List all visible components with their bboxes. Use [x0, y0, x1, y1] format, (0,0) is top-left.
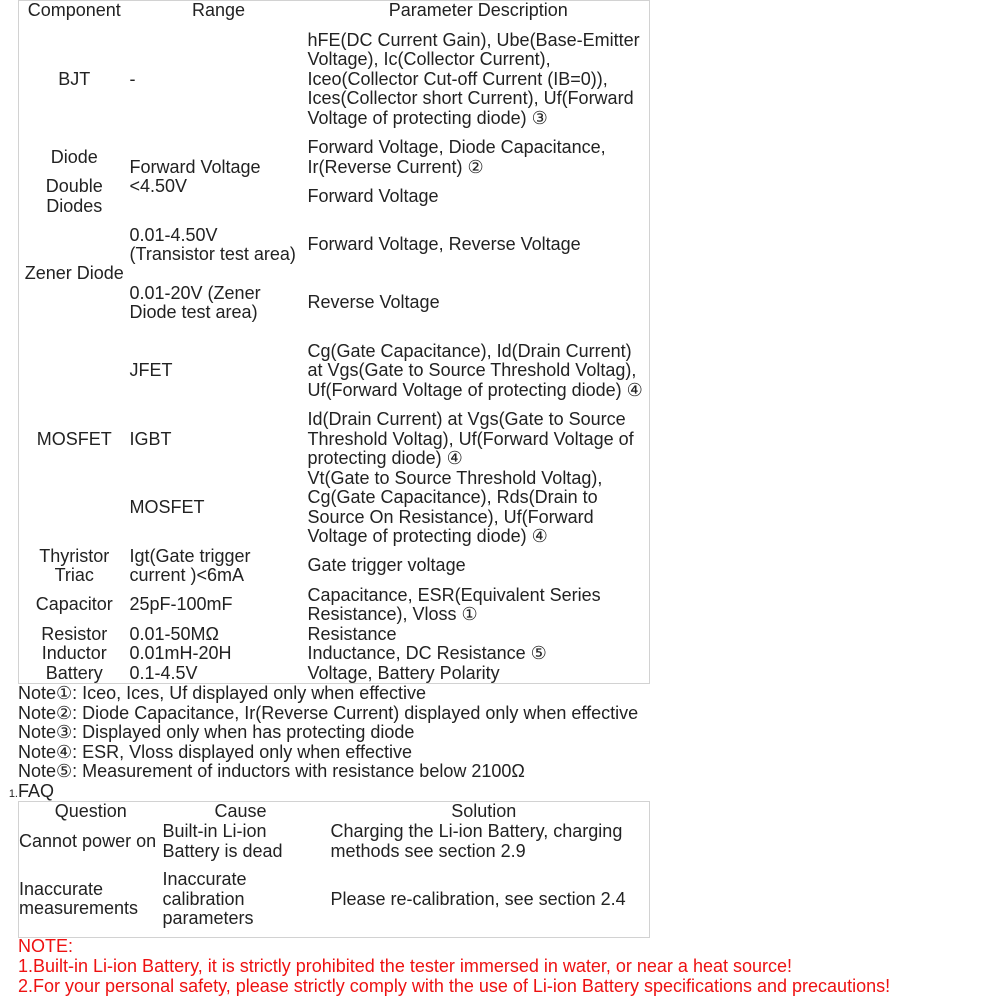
resistor-range: 0.01-50MΩ	[129, 623, 219, 644]
safety-warning	[18, 937, 890, 997]
row-bjt	[19, 21, 650, 138]
warning-title: NOTE:	[18, 936, 74, 956]
faq-question: Cannot power on	[19, 830, 157, 851]
note-2: Note②: Diode Capacitance, Ir(Reverse Current) displayed only when effective	[18, 702, 639, 723]
bjt-range: -	[129, 68, 136, 89]
zener-component: Zener Diode	[24, 263, 124, 284]
faq-header-question: Question	[54, 801, 127, 821]
header-component: Component	[27, 0, 121, 21]
battery-param: Voltage, Battery Polarity	[307, 662, 500, 683]
bjt-component: BJT	[58, 68, 91, 89]
note-3: Note③: Displayed only when has protecting diode	[18, 722, 415, 742]
inductor-param: Inductance, DC Resistance ⑤	[307, 643, 547, 663]
warning-line-2: 2.For your personal safety, please strictly comply with the use of Li-ion Battery specifications and precautions!	[18, 976, 891, 996]
faq-title: FAQ	[18, 781, 55, 801]
inductor-component: Inductor	[41, 643, 107, 663]
spec-header-row	[19, 1, 650, 22]
thyristor-component: Thyristor Triac	[39, 545, 110, 585]
capacitor-param: Capacitance, ESR(Equivalent Series Resistance), Vloss ①	[307, 584, 601, 624]
spec-table	[18, 0, 650, 684]
mosfet-range: MOSFET	[129, 496, 205, 517]
thyristor-param: Gate trigger voltage	[307, 555, 466, 576]
diode-component: Diode	[50, 146, 98, 167]
zener-range-2: 0.01-20V (Zener Diode test area)	[129, 282, 261, 322]
faq-header-solution: Solution	[451, 801, 517, 821]
diode-range: Forward Voltage <4.50V	[129, 156, 261, 196]
faq-header-row	[19, 802, 650, 822]
capacitor-range: 25pF-100mF	[129, 594, 233, 615]
mosfet-group-component: MOSFET	[36, 428, 112, 449]
notes-list	[18, 684, 638, 782]
row-thyristor	[19, 547, 650, 586]
row-inductor	[19, 644, 650, 664]
row-capacitor	[19, 586, 650, 625]
faq-header-cause: Cause	[214, 801, 267, 821]
note-4: Note④: ESR, Vloss displayed only when effective	[18, 741, 413, 762]
jfet-range: JFET	[129, 360, 173, 381]
battery-component: Battery	[45, 662, 103, 683]
inductor-range: 0.01mH-20H	[129, 643, 232, 663]
faq-table	[18, 801, 650, 938]
mosfet-param: Vt(Gate to Source Threshold Voltag), Cg(Gate Capacitance), Rds(Drain to Source On Resistance), Uf(Forward Voltage of protecting diode) ④	[307, 467, 603, 546]
double-diodes-param: Forward Voltage	[307, 185, 439, 206]
igbt-param: Id(Drain Current) at Vgs(Gate to Source Threshold Voltag), Uf(Forward Voltage of protecting diode) ④	[307, 409, 634, 468]
note-1: Note①: Iceo, Ices, Uf displayed only when effective	[18, 683, 427, 703]
faq-list-number: 1.	[8, 788, 18, 800]
igbt-range: IGBT	[129, 428, 172, 449]
note-5: Note⑤: Measurement of inductors with resistance below 2100Ω	[18, 761, 525, 781]
header-range: Range	[191, 0, 246, 21]
resistor-param: Resistance	[307, 623, 397, 644]
header-param: Parameter Description	[388, 0, 568, 21]
faq-row	[19, 822, 650, 862]
faq-cause: Built-in Li-ion Battery is dead	[162, 821, 283, 861]
row-battery	[19, 664, 650, 684]
faq-solution: Please re-calibration, see section 2.4	[330, 888, 626, 909]
warning-line-1: 1.Built-in Li-ion Battery, it is strictly prohibited the tester immersed in water, or near a heat source!	[18, 956, 792, 976]
diode-param: Forward Voltage, Diode Capacitance, Ir(Reverse Current) ②	[307, 137, 606, 177]
faq-cause: Inaccurate calibration parameters	[162, 869, 254, 928]
battery-range: 0.1-4.5V	[129, 662, 198, 683]
zener-param-2: Reverse Voltage	[307, 292, 440, 313]
row-double-diodes	[19, 177, 650, 216]
row-jfet	[19, 332, 650, 410]
thyristor-range: Igt(Gate trigger current )<6mA	[129, 545, 251, 585]
double-diodes-component: Double Diodes	[45, 176, 103, 216]
zener-range-1: 0.01-4.50V (Transistor test area)	[129, 224, 296, 264]
zener-param-1: Forward Voltage, Reverse Voltage	[307, 234, 581, 255]
bjt-param: hFE(DC Current Gain), Ube(Base-Emitter Voltage), Ic(Collector Current), Iceo(Collector Cut-off Current (IB=0)), Ices(Collector short Current), Uf(Forward Voltage of protecting diode) ③	[307, 29, 640, 128]
faq-question: Inaccurate measurements	[19, 878, 139, 919]
capacitor-component: Capacitor	[35, 594, 113, 615]
row-zener-1	[19, 216, 650, 274]
resistor-component: Resistor	[41, 623, 108, 644]
faq-solution: Charging the Li-ion Battery, charging methods see section 2.9	[330, 821, 623, 861]
row-resistor	[19, 625, 650, 645]
jfet-param: Cg(Gate Capacitance), Id(Drain Current) at Vgs(Gate to Source Threshold Voltag), Uf(Forward Voltage of protecting diode) ④	[307, 340, 643, 400]
faq-row	[19, 862, 650, 938]
row-diode	[19, 138, 650, 177]
